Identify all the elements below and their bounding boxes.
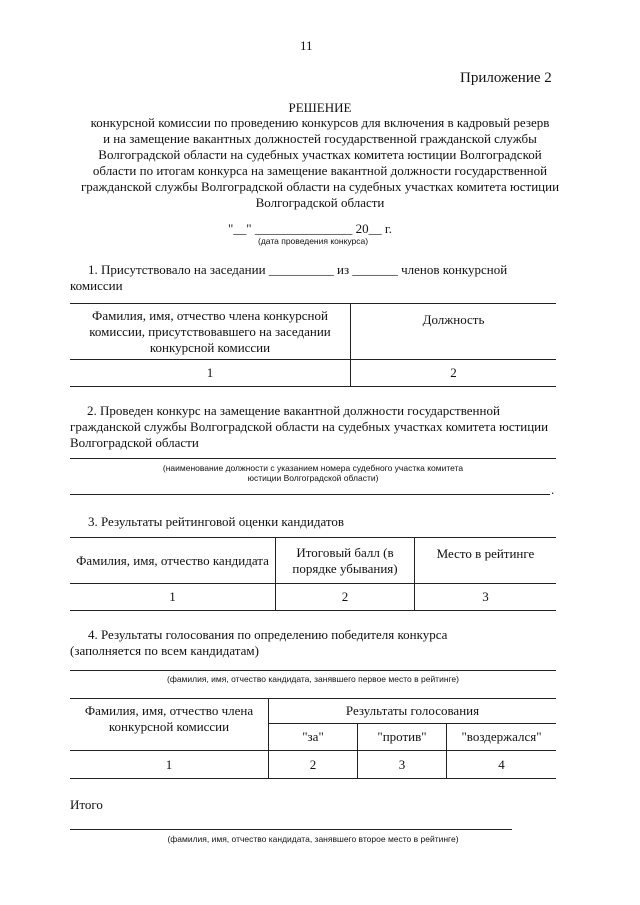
first-candidate-blank-line	[70, 670, 556, 671]
position-caption-line: юстиции Волгоградской области)	[247, 473, 379, 483]
rating-col-number: 1	[70, 584, 276, 611]
second-candidate-blank-line	[70, 829, 512, 830]
members-col-position-header: Должность	[351, 304, 557, 360]
position-caption-line: (наименование должности с указанием номера судебного участка комитета	[162, 463, 464, 473]
members-col-name-header: Фамилия, имя, отчество члена конкурсной комиссии, присутствовавшего на заседании конкурсной комиссии	[70, 304, 351, 360]
first-candidate-caption: (фамилия, имя, отчество кандидата, занявшего первое место в рейтинге)	[167, 674, 459, 684]
subtitle-line: области по итогам конкурса на замещение вакантной должности государственной	[92, 163, 548, 178]
rating-col-number: 3	[415, 584, 557, 611]
section2-line: Волгоградской области	[70, 435, 199, 450]
voting-col-member-header: Фамилия, имя, отчество члена конкурсной комиссии	[70, 699, 269, 751]
voting-results-header: Результаты голосования	[269, 699, 557, 724]
rating-col-number: 2	[276, 584, 415, 611]
rating-col-place-header: Место в рейтинге	[415, 538, 557, 584]
position-blank-line	[70, 458, 556, 459]
voting-col-number: 3	[358, 751, 447, 779]
subtitle-line: Волгоградской области на судебных участках комитета юстиции Волгоградской	[98, 147, 542, 162]
vote-for-header: "за"	[269, 724, 358, 751]
subtitle-line: и на замещение вакантных должностей государственной гражданской службы	[103, 131, 537, 146]
date-caption: (дата проведения конкурса)	[258, 236, 369, 246]
section3-title: 3. Результаты рейтинговой оценки кандидатов	[88, 514, 345, 529]
voting-col-number: 4	[447, 751, 557, 779]
rating-col-name-header: Фамилия, имя, отчество кандидата	[70, 538, 276, 584]
section2-line: 2. Проведен конкурс на замещение вакантной должности государственной	[87, 403, 500, 418]
section1-text-cont: комиссии	[70, 278, 123, 293]
section2-text	[70, 403, 570, 451]
appendix-label: Приложение 2	[460, 70, 552, 86]
vote-abstain-header: "воздержался"	[447, 724, 557, 751]
end-mark: .	[551, 482, 555, 497]
section4-text: 4. Результаты голосования по определению победителя конкурса	[88, 627, 448, 642]
vote-against-header: "против"	[358, 724, 447, 751]
page-number: 11	[300, 38, 313, 53]
position-caption	[70, 463, 556, 483]
section4-note: (заполняется по всем кандидатам)	[70, 643, 259, 658]
date-line: "__" _______________ 20__ г.	[228, 221, 392, 236]
voting-col-number: 1	[70, 751, 269, 779]
subtitle-line: гражданской службы Волгоградской области на судебных участках комитета юстиции	[80, 179, 560, 194]
document-title: РЕШЕНИЕ	[288, 100, 352, 115]
members-table	[70, 303, 556, 387]
section1-text: 1. Присутствовало на заседании __________ из _______ членов конкурсной	[88, 262, 508, 277]
position-blank-line-2	[70, 494, 550, 495]
voting-table	[70, 698, 556, 779]
subtitle-line: Волгоградской области	[255, 195, 385, 210]
second-candidate-caption: (фамилия, имя, отчество кандидата, занявшего второе место в рейтинге)	[167, 834, 459, 844]
section2-line: гражданской службы Волгоградской области на судебных участках комитета юстиции	[70, 419, 549, 434]
total-label: Итого	[70, 797, 103, 812]
rating-col-score-header: Итоговый балл (в порядке убывания)	[276, 538, 415, 584]
subtitle-line: конкурсной комиссии по проведению конкурсов для включения в кадровый резерв	[90, 115, 550, 130]
voting-col-number: 2	[269, 751, 358, 779]
members-col-number: 2	[351, 360, 557, 387]
members-col-number: 1	[70, 360, 351, 387]
rating-table	[70, 537, 556, 611]
document-subtitle	[40, 115, 600, 211]
